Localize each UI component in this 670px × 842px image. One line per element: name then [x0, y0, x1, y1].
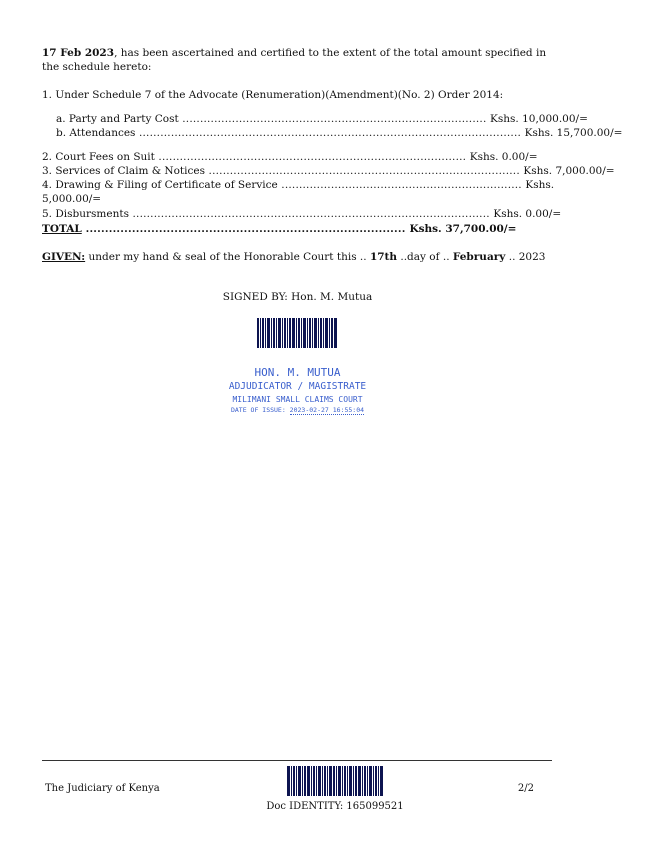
- doc-identity: Doc IDENTITY: 165099521: [266, 801, 404, 812]
- footer-organization: The Judiciary of Kenya: [45, 783, 160, 794]
- sub-item-party-cost: [56, 112, 588, 126]
- sub-item-attendances: [56, 126, 623, 140]
- leader-dots: .......................................................................................: [154, 151, 470, 163]
- footer-divider: [42, 760, 552, 761]
- item-drawing-filing: [42, 178, 555, 192]
- certificate-date: 17 Feb 2023: [42, 47, 115, 59]
- item-services-claim: [42, 164, 615, 178]
- stamp-date-label: DATE OF ISSUE:: [230, 406, 290, 414]
- item-court-fees: [42, 150, 550, 164]
- stamp-title: ADJUDICATOR / MAGISTRATE: [228, 381, 367, 392]
- item-amount: Kshs. 0.00/=: [469, 151, 538, 163]
- sub-item-amount: Kshs. 15,700.00/=: [524, 127, 623, 139]
- given-year: .. 2023: [505, 251, 546, 263]
- sub-item-label: b. Attendances: [56, 127, 136, 139]
- stamp-name: HON. M. MUTUA: [254, 366, 341, 379]
- schedule-heading: 1. Under Schedule 7 of the Advocate (Renumeration)(Amendment)(No. 2) Order 2014:: [42, 89, 504, 101]
- item-amount: Kshs. 0.00/=: [493, 208, 562, 220]
- page-number: 2/2: [517, 783, 534, 794]
- item-label: 5. Disbursments: [42, 208, 129, 220]
- item-disbursments: [42, 207, 562, 221]
- leader-dots: ...................................................................................: [81, 223, 410, 235]
- total-amount: Kshs. 37,700.00/=: [409, 223, 517, 235]
- total-row: [42, 222, 550, 236]
- item-drawing-filing-amount: 5,000.00/=: [42, 193, 102, 205]
- given-label: GIVEN:: [42, 251, 86, 263]
- leader-dots: ............................................................................................................: [135, 127, 525, 139]
- stamp-date: [0, 406, 595, 414]
- total-label: TOTAL: [42, 223, 82, 235]
- item-label: 4. Drawing & Filing of Certificate of Service: [42, 179, 278, 191]
- given-text-mid: ..day of ..: [397, 251, 453, 263]
- given-text: under my hand & seal of the Honorable Court this ..: [85, 251, 370, 263]
- item-amount-prefix: Kshs.: [525, 179, 555, 191]
- given-day: 17th: [369, 251, 398, 263]
- leader-dots: ....................................................................: [277, 179, 526, 191]
- sub-item-label: a. Party and Party Cost: [56, 113, 179, 125]
- leader-dots: ........................................................................................: [205, 165, 524, 177]
- stamp-court: MILIMANI SMALL CLAIMS COURT: [232, 395, 363, 404]
- intro-paragraph: [42, 46, 547, 74]
- leader-dots: ......................................................................................: [178, 113, 491, 125]
- sub-item-amount: Kshs. 10,000.00/=: [490, 113, 588, 125]
- given-statement: [42, 250, 545, 264]
- stamp-date-value: 2023-02-27 16:55:04: [289, 406, 365, 414]
- intro-text: , has been ascertained and certified to the extent of the total amount specified in the schedule hereto:: [42, 47, 547, 73]
- given-month: February: [452, 251, 506, 263]
- item-amount: Kshs. 7,000.00/=: [523, 165, 615, 177]
- leader-dots: .....................................................................................................: [128, 208, 494, 220]
- document-barcode: [287, 766, 383, 796]
- item-label: 3. Services of Claim & Notices: [42, 165, 205, 177]
- signature-barcode: [257, 318, 337, 348]
- signed-by: SIGNED BY: Hon. M. Mutua: [222, 291, 373, 303]
- item-label: 2. Court Fees on Suit: [42, 151, 155, 163]
